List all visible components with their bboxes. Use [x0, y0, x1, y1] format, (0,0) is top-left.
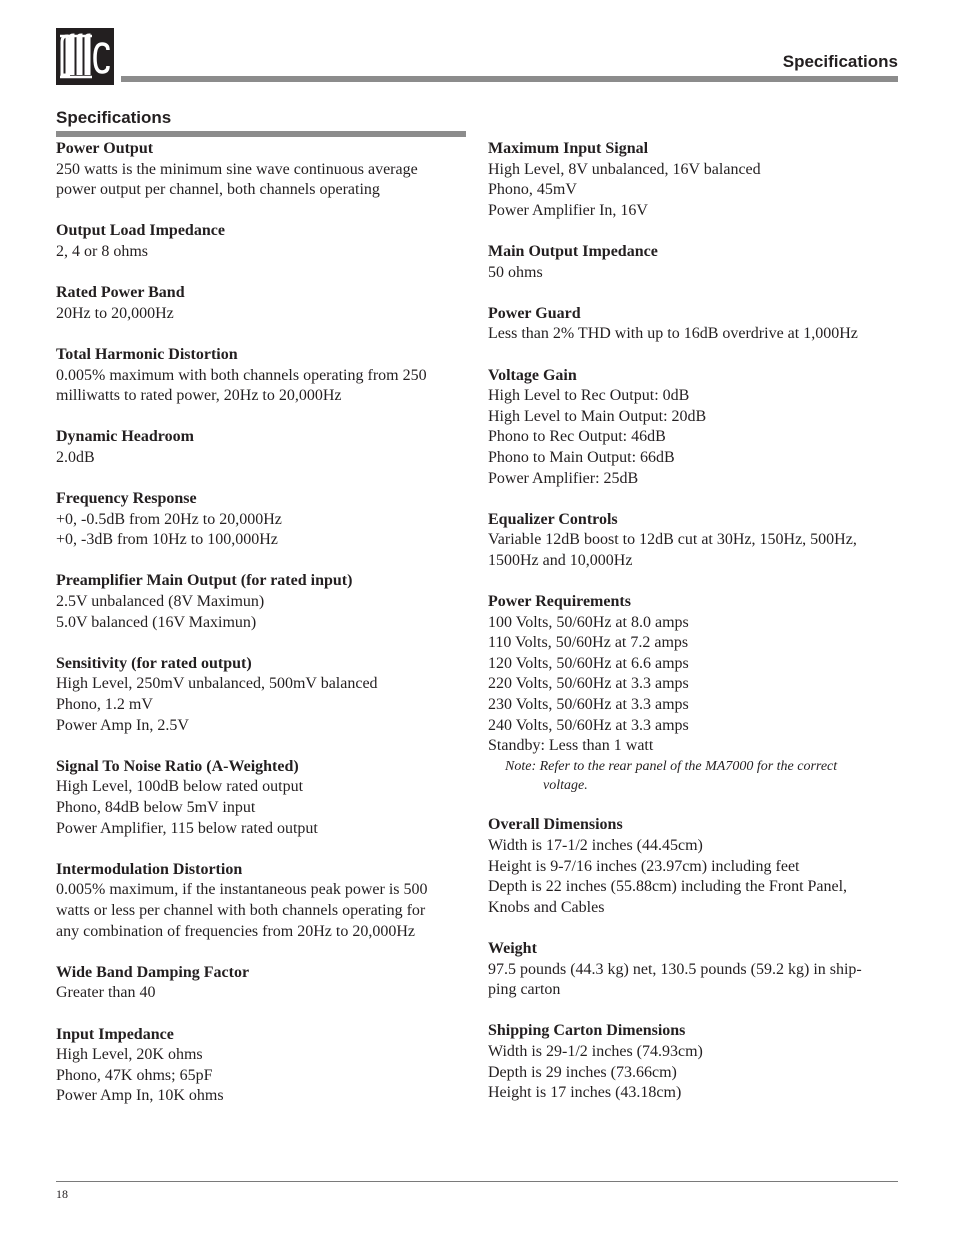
spec-value: Phono, 47K ohms; 65pF — [56, 1066, 213, 1084]
spec-value: Depth is 29 inches (73.66cm) — [488, 1063, 677, 1081]
spec-value: 240 Volts, 50/60Hz at 3.3 amps — [488, 716, 689, 734]
spec-name: Intermodulation Distortion — [56, 860, 243, 878]
spec-value: High Level, 250mV unbalanced, 500mV balanced — [56, 675, 378, 693]
spec-value: 20Hz to 20,000Hz — [56, 304, 174, 322]
spec-value: Phono, 84dB below 5mV input — [56, 799, 256, 816]
spec-value: +0, -3dB from 10Hz to 100,000Hz — [56, 531, 278, 549]
spec-value: Knobs and Cables — [488, 898, 605, 916]
spec-value: 250 watts is the minimum sine wave continuous average — [56, 160, 418, 178]
spec-value: Height is 9-7/16 inches (23.97cm) including feet — [488, 857, 800, 875]
spec-value: Height is 17 inches (43.18cm) — [488, 1084, 682, 1102]
spec-item — [56, 571, 466, 633]
spec-item — [56, 860, 466, 942]
spec-note: voltage. — [543, 777, 588, 793]
spec-name: Sensitivity (for rated output) — [56, 654, 252, 672]
spec-name: Maximum Input Signal — [488, 140, 649, 157]
spec-item — [56, 221, 466, 262]
spec-name: Input Impedance — [56, 1025, 174, 1043]
spec-name: Weight — [488, 939, 537, 957]
section-title: Specifications — [56, 108, 172, 127]
spec-value: ping carton — [488, 981, 561, 999]
spec-value: 2.5V unbalanced (8V Maximun) — [56, 593, 265, 611]
spec-value: 230 Volts, 50/60Hz at 3.3 amps — [488, 696, 689, 714]
spec-item — [488, 1021, 898, 1103]
spec-name: Frequency Response — [56, 490, 197, 508]
spec-value: Power Amplifier In, 16V — [488, 201, 648, 219]
spec-value: 0.005% maximum with both channels operating from 250 — [56, 366, 427, 384]
spec-value: +0, -0.5dB from 20Hz to 20,000Hz — [56, 510, 282, 528]
spec-name: Power Guard — [488, 304, 581, 322]
spec-column-right — [488, 139, 898, 1124]
spec-name: Total Harmonic Distortion — [56, 345, 238, 363]
spec-value: Phono to Rec Output: 46dB — [488, 428, 666, 446]
spec-item — [56, 757, 466, 839]
spec-value: Phono, 1.2 mV — [56, 696, 153, 714]
spec-item — [488, 242, 898, 283]
section-rule — [56, 131, 466, 137]
page-number: 18 — [56, 1187, 68, 1201]
spec-item — [56, 139, 466, 201]
spec-item — [56, 427, 466, 468]
spec-item — [56, 489, 466, 551]
spec-item — [56, 1025, 466, 1107]
spec-item — [488, 510, 898, 572]
spec-name: Equalizer Controls — [488, 510, 618, 528]
spec-name: Shipping Carton Dimensions — [488, 1022, 686, 1040]
spec-item — [488, 939, 898, 1001]
spec-value: 5.0V balanced (16V Maximun) — [56, 613, 257, 631]
spec-value: watts or less per channel with both channels operating for — [56, 901, 426, 919]
footer-rule — [56, 1181, 898, 1182]
spec-value: any combination of frequencies from 20Hz to 20,000Hz — [56, 922, 416, 940]
spec-name: Power Output — [56, 140, 154, 157]
spec-name: Preamplifier Main Output (for rated input) — [56, 572, 353, 590]
spec-item — [488, 815, 898, 918]
spec-value: Standby: Less than 1 watt — [488, 737, 654, 755]
spec-note: Note: Refer to the rear panel of the MA7000 for the correct — [505, 758, 838, 774]
spec-value: Width is 29-1/2 inches (74.93cm) — [488, 1042, 703, 1060]
spec-item — [488, 139, 898, 221]
spec-value: High Level, 8V unbalanced, 16V balanced — [488, 160, 761, 178]
spec-value: 100 Volts, 50/60Hz at 8.0 amps — [488, 613, 689, 631]
spec-value: 2, 4 or 8 ohms — [56, 242, 148, 260]
spec-item — [488, 304, 898, 345]
spec-name: Overall Dimensions — [488, 816, 623, 834]
spec-item — [56, 345, 466, 407]
spec-value: Power Amplifier: 25dB — [488, 469, 639, 487]
spec-value: High Level, 20K ohms — [56, 1046, 203, 1064]
spec-item — [488, 366, 898, 490]
spec-value: Power Amplifier, 115 below rated output — [56, 819, 318, 837]
spec-value: 220 Volts, 50/60Hz at 3.3 amps — [488, 675, 689, 693]
spec-value: 110 Volts, 50/60Hz at 7.2 amps — [488, 634, 689, 652]
spec-value: power output per channel, both channels operating — [56, 181, 380, 199]
spec-item — [56, 963, 466, 1004]
spec-name: Output Load Impedance — [56, 222, 225, 240]
header-title: Specifications — [782, 52, 898, 71]
spec-value: 120 Volts, 50/60Hz at 6.6 amps — [488, 654, 689, 672]
spec-value: milliwatts to rated power, 20Hz to 20,000Hz — [56, 387, 342, 405]
spec-value: Phono to Main Output: 66dB — [488, 448, 675, 466]
spec-value: Power Amp In, 10K ohms — [56, 1087, 224, 1105]
spec-value: Less than 2% THD with up to 16dB overdrive at 1,000Hz — [488, 325, 858, 343]
spec-value: Phono, 45mV — [488, 181, 577, 199]
spec-name: Voltage Gain — [488, 366, 577, 384]
mcintosh-logo — [56, 28, 114, 85]
spec-column-left — [56, 139, 466, 1128]
header-rule — [121, 76, 898, 82]
spec-name: Wide Band Damping Factor — [56, 963, 250, 981]
spec-value: 97.5 pounds (44.3 kg) net, 130.5 pounds (59.2 kg) in ship- — [488, 960, 862, 978]
mc-logo-icon — [56, 28, 114, 85]
spec-value: 50 ohms — [488, 263, 543, 281]
spec-value: High Level to Rec Output: 0dB — [488, 387, 690, 405]
spec-value: High Level to Main Output: 20dB — [488, 407, 707, 425]
spec-value: High Level, 100dB below rated output — [56, 778, 304, 796]
spec-name: Dynamic Headroom — [56, 428, 194, 446]
spec-value: Width is 17-1/2 inches (44.45cm) — [488, 837, 703, 854]
spec-value: 2.0dB — [56, 448, 95, 466]
spec-name: Rated Power Band — [56, 284, 185, 302]
spec-value: Depth is 22 inches (55.88cm) including the Front Panel, — [488, 878, 848, 896]
spec-name: Main Output Impedance — [488, 242, 658, 260]
spec-item — [56, 283, 466, 324]
spec-item — [56, 654, 466, 736]
spec-value: Greater than 40 — [56, 984, 156, 1002]
spec-item — [488, 592, 898, 795]
spec-value: Power Amp In, 2.5V — [56, 716, 189, 734]
spec-name: Signal To Noise Ratio (A-Weighted) — [56, 757, 299, 775]
spec-value: Variable 12dB boost to 12dB cut at 30Hz, 150Hz, 500Hz, — [488, 531, 857, 549]
spec-value: 1500Hz and 10,000Hz — [488, 551, 633, 569]
spec-name: Power Requirements — [488, 593, 631, 611]
spec-value: 0.005% maximum, if the instantaneous peak power is 500 — [56, 881, 428, 899]
